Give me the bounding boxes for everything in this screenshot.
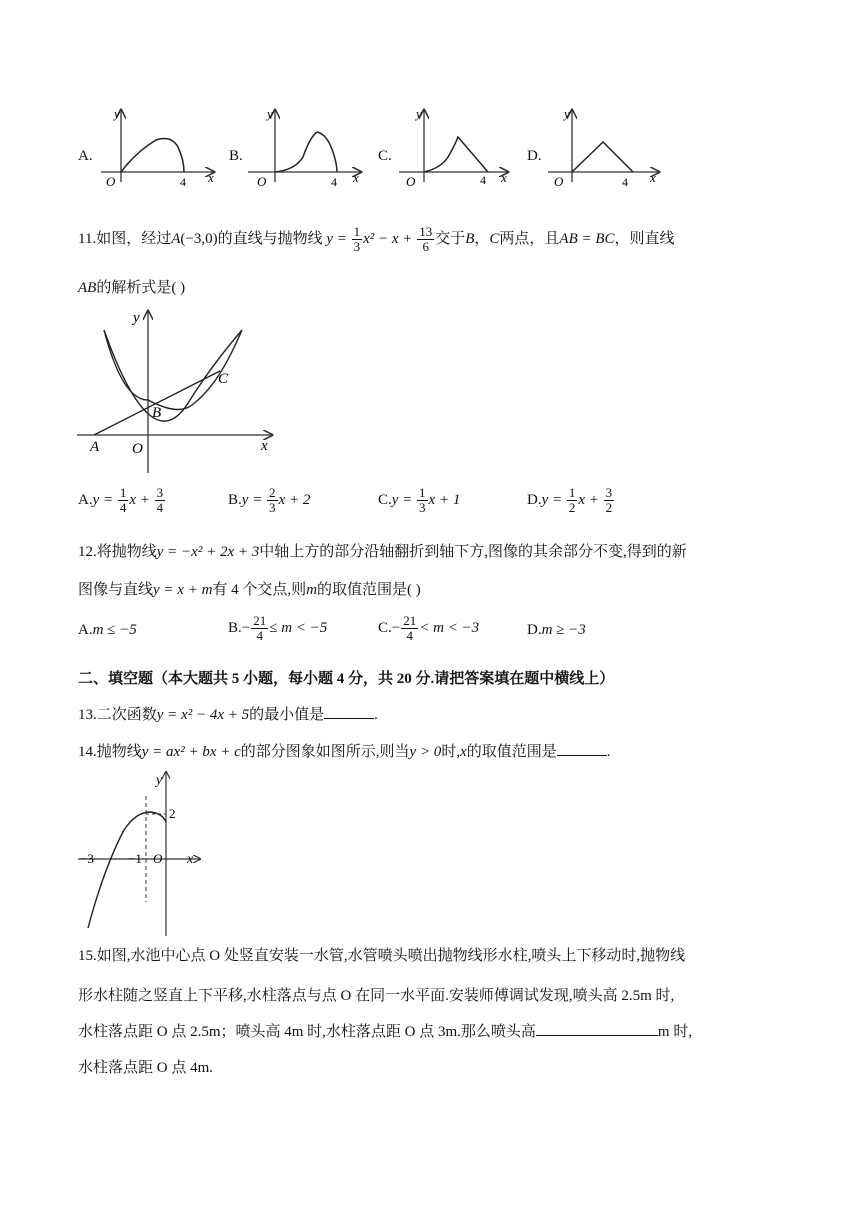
origin-label: O <box>106 174 116 187</box>
q14-figure <box>74 768 209 938</box>
svg-text:x: x <box>650 170 656 185</box>
q11-option-b: B.y = $\frac{2}{3}$ x + 2 <box>228 485 311 515</box>
svg-text:4: 4 <box>622 175 628 187</box>
q11-option-a: A.y = $\frac{1}{4}$ x + $\frac{3}{4}$ <box>78 485 164 515</box>
origin-label: O <box>132 441 143 457</box>
q10-option-b-graph <box>245 102 370 187</box>
q10-option-c-label: C. <box>378 148 392 164</box>
q10-option-a-graph <box>96 102 221 187</box>
q10-option-d-graph <box>545 102 665 187</box>
q12-option-d: D.m ≥ −3 <box>527 622 586 638</box>
q10-option-d-label: D. <box>527 148 542 164</box>
axis-x-label: x <box>187 852 194 867</box>
q11-option-c: C.y = $\frac{1}{3}$ x + 1 <box>378 485 461 515</box>
y-intercept-label: 2 <box>169 806 176 821</box>
tick-label: 4 <box>180 175 186 187</box>
q11-stem-line1: 11.如图，经过A(−3,0)的直线与抛物线 y = $\frac{1}{3}$ x² − x + $\frac{13}{6}$ 交于B，C两点，且AB = BC，则直线 <box>78 224 675 255</box>
svg-text:4: 4 <box>480 173 486 187</box>
q12-option-a: A.m ≤ −5 <box>78 622 137 638</box>
point-a-label: A <box>90 439 100 455</box>
axis-x-label: x <box>208 170 214 185</box>
root-left-label: −3 <box>80 851 94 866</box>
svg-text:O: O <box>554 174 564 187</box>
svg-text:x: x <box>501 170 507 185</box>
q15-line4: 水柱落点距 O 点 4m. <box>78 1060 214 1076</box>
svg-text:y: y <box>564 106 570 121</box>
q15-line3: 水柱落点距 O 点 2.5m；喷头高 4m 时,水柱落点距 O 点 3m.那么喷头高 m 时, <box>78 1024 693 1040</box>
q12-stem-line1: 12.将抛物线y = −x² + 2x + 3中轴上方的部分沿轴翻折到轴下方,图像的其余部分不变,得到的新 <box>78 544 687 560</box>
q11-option-d: D.y = $\frac{1}{2}$ x + $\frac{3}{2}$ <box>527 485 613 515</box>
q10-option-c-graph <box>396 102 516 187</box>
svg-text:4: 4 <box>331 175 337 187</box>
q11-figure <box>72 305 282 475</box>
q11-stem-line2: AB的解析式是( ) <box>78 280 186 296</box>
section-heading: 二、填空题（本大题共 5 小题，每小题 4 分，共 20 分.请把答案填在题中横线上） <box>78 671 615 687</box>
q10-option-a-label: A. <box>78 148 93 164</box>
axis-x-label: x <box>261 438 268 454</box>
axis-y-label: y <box>156 773 163 788</box>
origin-label: O <box>153 851 163 866</box>
q13-stem: 13.二次函数y = x² − 4x + 5的最小值是 . <box>78 707 378 723</box>
svg-text:x: x <box>353 170 359 185</box>
q10-option-b-label: B. <box>229 148 243 164</box>
axis-y-label: y <box>133 310 140 326</box>
svg-text:O: O <box>406 174 416 187</box>
axis-y-label: y <box>114 106 120 121</box>
q14-stem: 14.抛物线y = ax² + bx + c的部分图象如图所示,则当y > 0时,x的取值范围是 . <box>78 744 611 760</box>
q13-answer-blank[interactable] <box>324 718 374 719</box>
point-b-label: B <box>152 405 162 421</box>
q15-answer-blank[interactable] <box>536 1035 658 1036</box>
axis-of-symmetry-label: −1 <box>128 851 142 866</box>
q12-option-c: C.− $\frac{21}{4}$ < m < −3 <box>378 613 480 643</box>
svg-text:O: O <box>257 174 267 187</box>
svg-text:y: y <box>416 106 422 121</box>
q15-line1: 15.如图,水池中心点 O 处竖直安装一水管,水管喷头喷出抛物线形水柱,喷头上下移动时,抛物线 <box>78 948 686 964</box>
q12-option-b: B.− $\frac{21}{4}$ ≤ m < −5 <box>228 613 328 643</box>
q12-stem-line2: 图像与直线y = x + m有 4 个交点,则m的取值范围是( ) <box>78 582 421 598</box>
svg-text:y: y <box>267 106 273 121</box>
q15-line2: 形水柱随之竖直上下平移,水柱落点与点 O 在同一水平面.安装师傅调试发现,喷头高 2.5m 时, <box>78 988 675 1004</box>
q14-answer-blank[interactable] <box>557 755 607 756</box>
point-c-label: C <box>218 371 229 387</box>
